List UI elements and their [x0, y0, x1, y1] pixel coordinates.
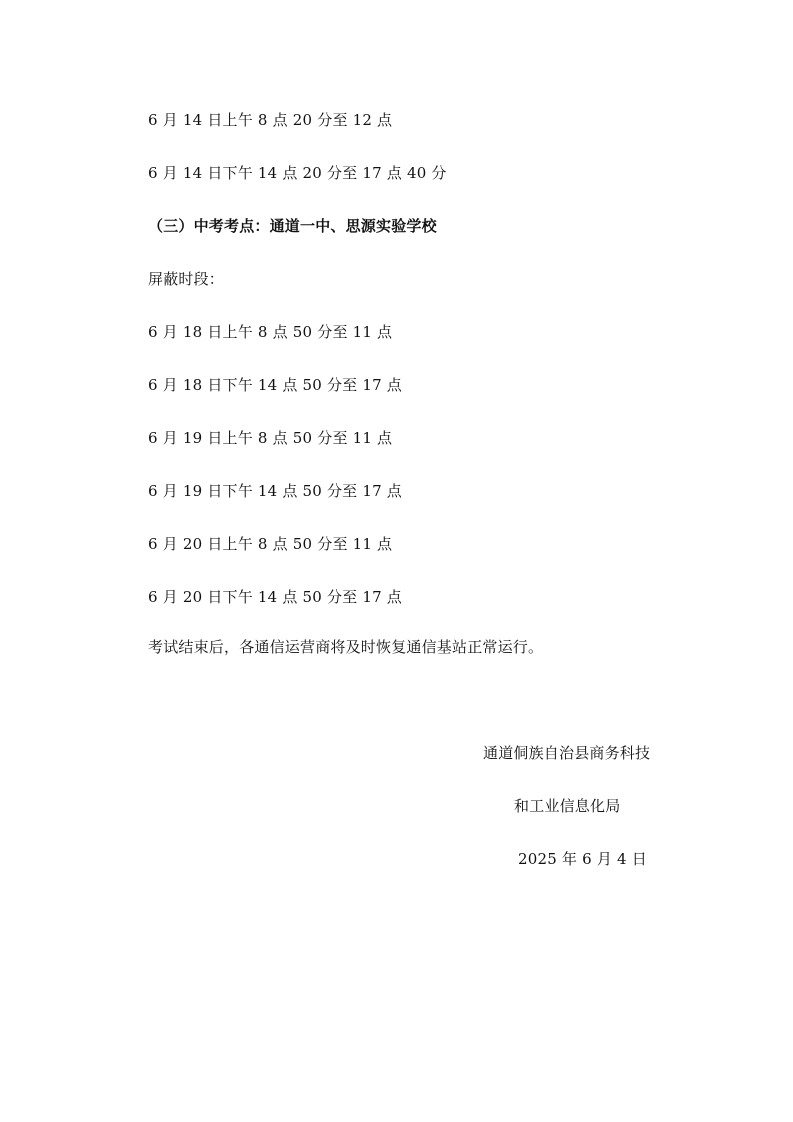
time-slot-line: 6 月 19 日上午 8 点 50 分至 11 点 [148, 429, 393, 447]
time-slot-line: 6 月 20 日下午 14 点 50 分至 17 点 [148, 588, 403, 606]
time-slot-line: 6 月 18 日下午 14 点 50 分至 17 点 [148, 376, 403, 394]
signature-org-line-1: 通道侗族自治县商务科技 [483, 744, 651, 762]
time-slot-line: 6 月 20 日上午 8 点 50 分至 11 点 [148, 535, 393, 553]
closing-paragraph: 考试结束后，各通信运营商将及时恢复通信基站正常运行。 [148, 638, 544, 656]
time-slot-line: 6 月 14 日下午 14 点 20 分至 17 点 40 分 [148, 164, 447, 182]
signature-org-line-2: 和工业信息化局 [514, 797, 621, 815]
time-slot-line: 6 月 14 日上午 8 点 20 分至 12 点 [148, 111, 393, 129]
time-slot-line: 6 月 18 日上午 8 点 50 分至 11 点 [148, 323, 393, 341]
signature-date: 2025 年 6 月 4 日 [518, 850, 647, 868]
shielding-period-label: 屏蔽时段： [148, 270, 225, 288]
time-slot-line: 6 月 19 日下午 14 点 50 分至 17 点 [148, 482, 403, 500]
section-heading: （三）中考考点：通道一中、思源实验学校 [148, 217, 437, 235]
